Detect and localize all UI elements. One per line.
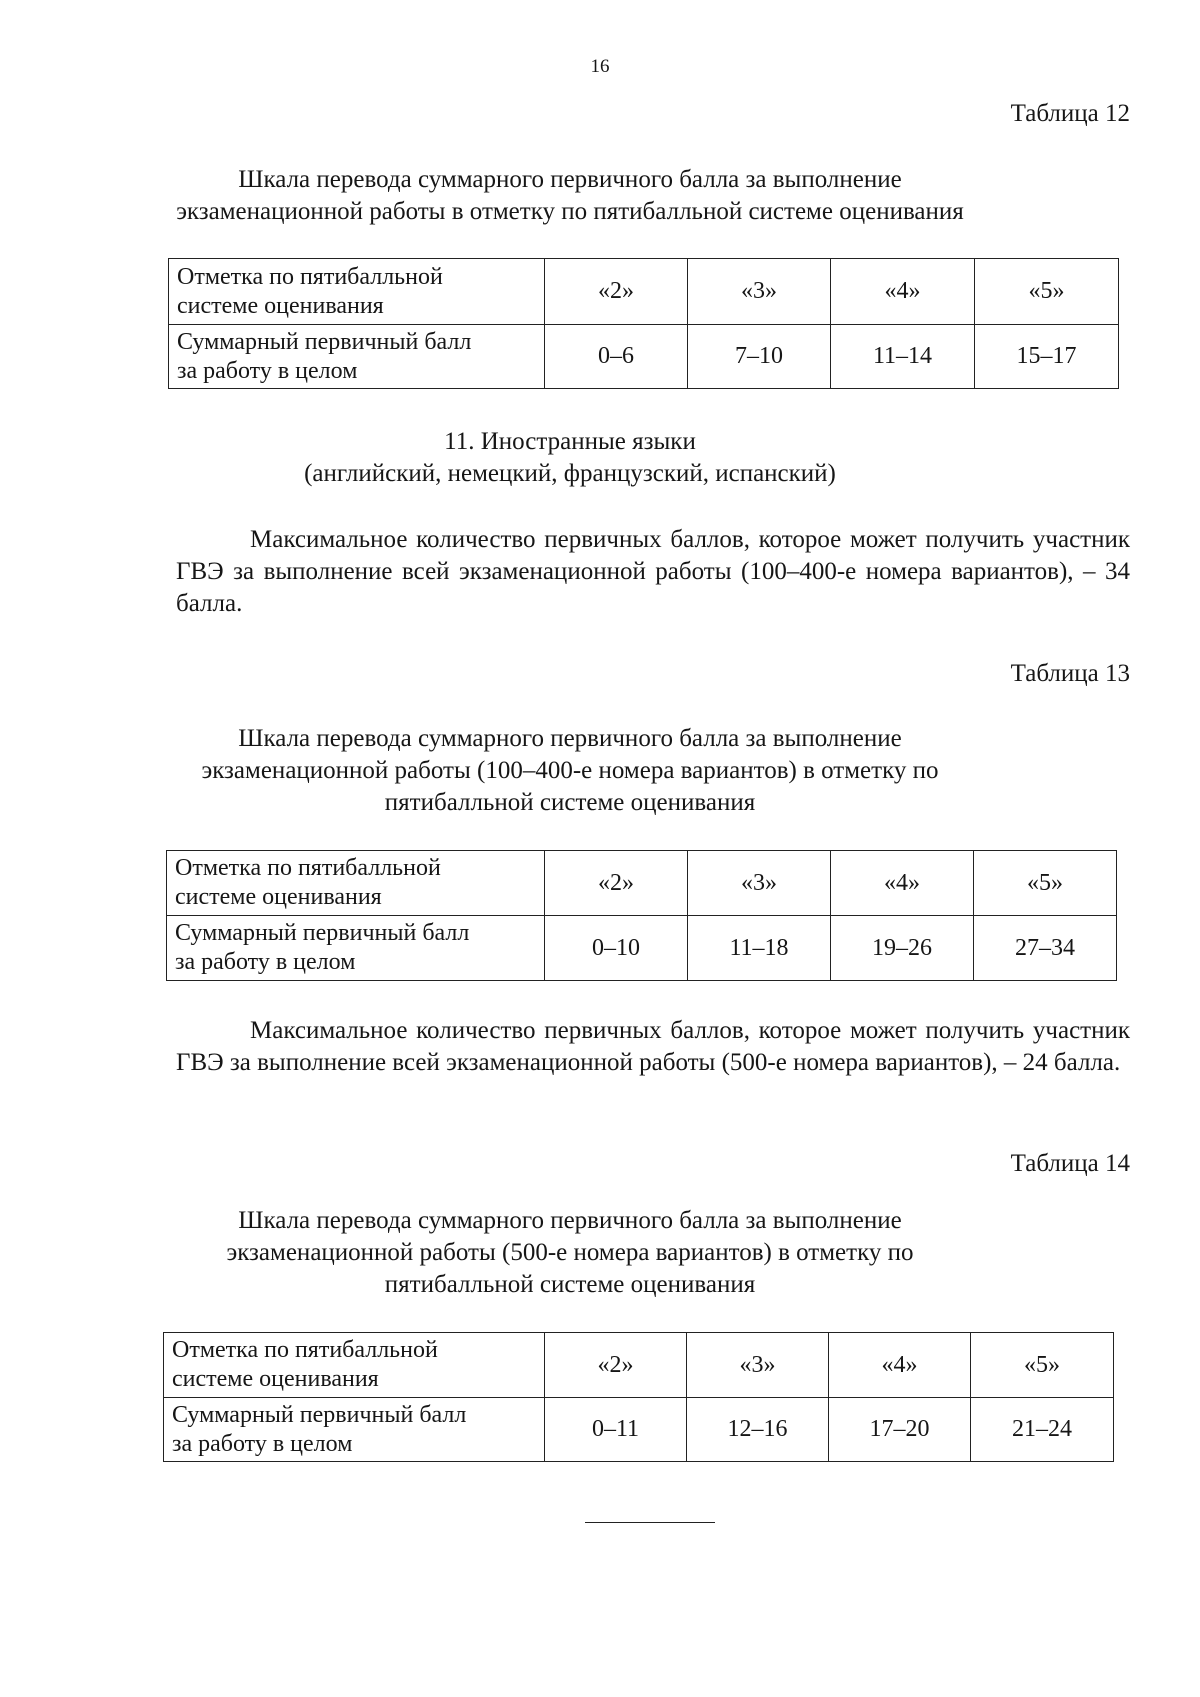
section-heading xyxy=(180,426,960,490)
row-header-grade xyxy=(164,1333,545,1398)
page-number: 16 xyxy=(590,56,610,77)
row-header-line: Отметка по пятибалльной xyxy=(177,263,443,290)
score-cell: 12–16 xyxy=(687,1398,829,1462)
score-cell: 15–17 xyxy=(975,325,1119,389)
table-row xyxy=(164,1333,1114,1398)
grade-cell: «2» xyxy=(545,259,688,325)
grade-cell: «4» xyxy=(831,259,975,325)
table-14 xyxy=(163,1332,1114,1462)
grade-cell: «5» xyxy=(971,1333,1114,1398)
grade-cell: «3» xyxy=(688,851,831,916)
row-header-line: системе оценивания xyxy=(177,292,384,319)
row-header-score xyxy=(169,325,545,389)
table-14-title xyxy=(130,1205,1010,1301)
table-13 xyxy=(166,850,1117,981)
grade-cell: «2» xyxy=(545,851,688,916)
grade-cell: «2» xyxy=(545,1333,687,1398)
score-cell: 0–6 xyxy=(545,325,688,389)
grade-cell: «4» xyxy=(829,1333,971,1398)
grade-cell: «3» xyxy=(688,259,831,325)
row-header-line: системе оценивания xyxy=(172,1366,379,1392)
row-header-line: за работу в целом xyxy=(177,357,358,384)
row-header-line: Суммарный первичный балл xyxy=(172,1401,467,1428)
score-cell: 7–10 xyxy=(688,325,831,389)
row-header-line: Отметка по пятибалльной xyxy=(175,855,441,881)
table-12-title-line: Шкала перевода суммарного первичного балла за выполнение xyxy=(238,166,902,193)
row-header-line: Отметка по пятибалльной xyxy=(172,1337,438,1363)
row-header-line: за работу в целом xyxy=(175,949,356,975)
table-row xyxy=(167,851,1117,916)
table-12-title-line: экзаменационной работы в отметку по пятибалльной системе оценивания xyxy=(176,198,964,225)
grade-cell: «5» xyxy=(975,259,1119,325)
row-header-grade xyxy=(169,259,545,325)
score-cell: 0–10 xyxy=(545,916,688,981)
section-title: 11. Иностранные языки xyxy=(444,428,696,455)
row-header-line: Суммарный первичный балл xyxy=(175,920,470,946)
table-13-title-line: экзаменационной работы (100–400-е номера вариантов) в отметку по xyxy=(201,757,939,784)
row-header-score xyxy=(164,1398,545,1462)
score-cell: 27–34 xyxy=(974,916,1117,981)
table-row xyxy=(169,259,1119,325)
paragraph-max-score-2: Максимальное количество первичных баллов, которое может получить участник ГВЭ за выполнение всей экзаменационной работы (500-е номера вариантов), – 24 балла. xyxy=(176,1017,1130,1076)
score-cell: 17–20 xyxy=(829,1398,971,1462)
end-rule xyxy=(585,1522,715,1523)
grade-cell: «3» xyxy=(687,1333,829,1398)
table-14-title-line: Шкала перевода суммарного первичного балла за выполнение xyxy=(238,1207,902,1234)
row-header-score xyxy=(167,916,545,981)
table-12 xyxy=(168,258,1119,389)
table-14-title-line: экзаменационной работы (500-е номера вариантов) в отметку по xyxy=(226,1239,914,1266)
table-13-title-line: Шкала перевода суммарного первичного балла за выполнение xyxy=(238,725,902,752)
table-13-label: Таблица 13 xyxy=(1010,660,1130,687)
row-header-line: за работу в целом xyxy=(172,1430,353,1457)
score-cell: 21–24 xyxy=(971,1398,1114,1462)
table-13-title-line: пятибалльной системе оценивания xyxy=(384,789,756,816)
grade-cell: «4» xyxy=(831,851,974,916)
row-header-line: Суммарный первичный балл xyxy=(177,328,472,355)
paragraph-max-score-1: Максимальное количество первичных баллов, которое может получить участник ГВЭ за выполнение всей экзаменационной работы (100–400-е номера вариантов), – 34 балла. xyxy=(176,526,1130,617)
section-subtitle: (английский, немецкий, французский, испанский) xyxy=(304,460,836,487)
table-row xyxy=(164,1398,1114,1462)
table-13-title xyxy=(130,723,1010,819)
row-header-line: системе оценивания xyxy=(175,884,382,910)
grade-cell: «5» xyxy=(974,851,1117,916)
score-cell: 11–18 xyxy=(688,916,831,981)
score-cell: 0–11 xyxy=(545,1398,687,1462)
score-cell: 11–14 xyxy=(831,325,975,389)
score-cell: 19–26 xyxy=(831,916,974,981)
table-12-title xyxy=(130,164,1010,228)
row-header-grade xyxy=(167,851,545,916)
table-12-label: Таблица 12 xyxy=(1010,100,1130,127)
table-row xyxy=(169,325,1119,389)
table-row xyxy=(167,916,1117,981)
table-14-title-line: пятибалльной системе оценивания xyxy=(384,1271,756,1298)
table-14-label: Таблица 14 xyxy=(1010,1150,1130,1177)
